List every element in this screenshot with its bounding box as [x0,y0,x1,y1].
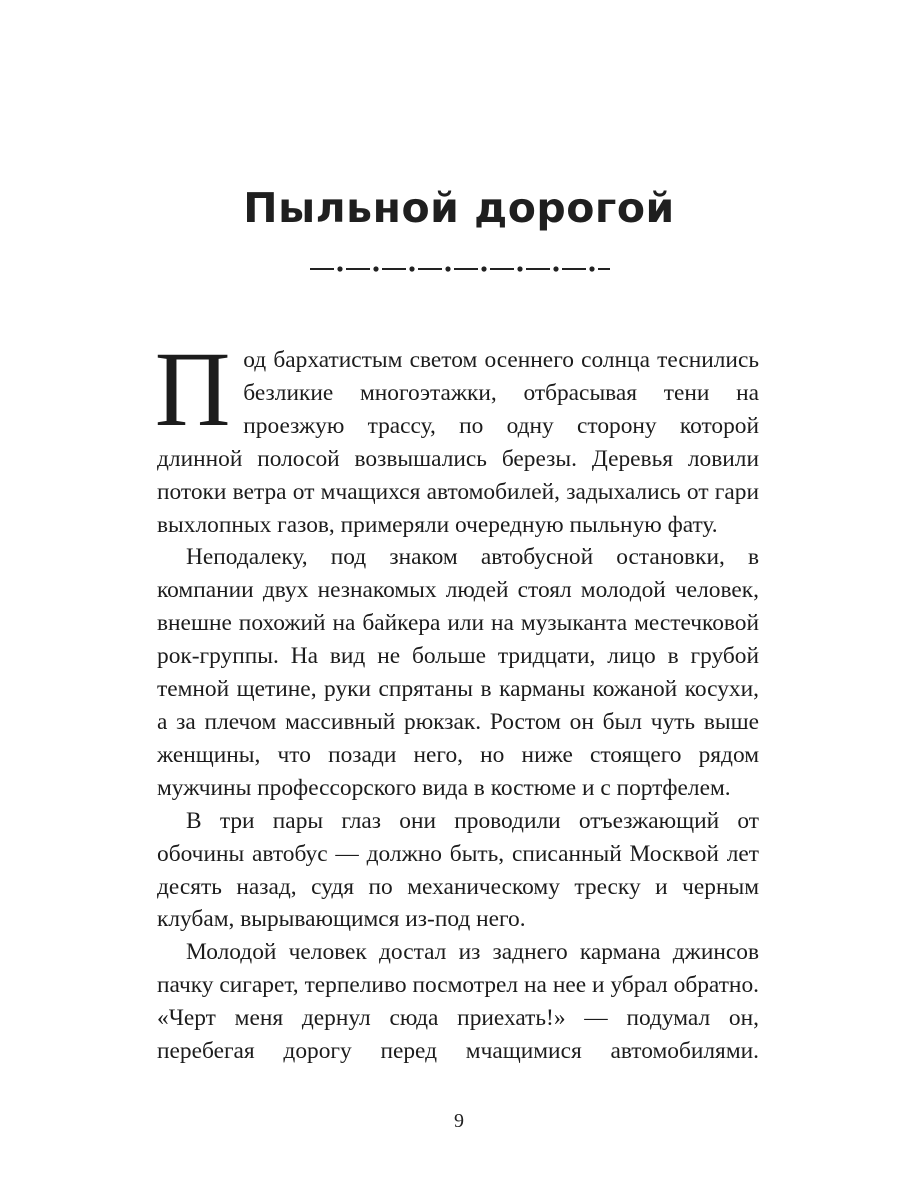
paragraph-3: В три пары глаз они проводили отъезжающий от обочины автобус — должно быть, списанный Москвой лет десять назад, судя по механическому треску и черным клубам, вырывающимся из-под него. [157,807,759,933]
chapter-title: Пыльной дорогой [243,184,675,232]
chapter-body [154,331,759,1068]
dashed-divider-ornament-icon [310,262,610,276]
paragraph-4: Молодой человек достал из заднего кармана джинсов пачку сигарет, терпеливо посмотрел на нее и убрал обратно. «Черт меня дернул сюда приехать!» — подумал он, перебегая дорогу перед мчащимися автомобилями. [157,939,759,1065]
drop-cap: П [154,331,231,449]
page-number: 9 [454,1110,464,1132]
paragraph-2: Неподалеку, под знаком автобусной остановки, в компании двух незнакомых людей стоял молодой человек, внешне похожий на байкера или на музыканта местечковой рок-группы. На вид не больше тридцати, лицо в грубой темной щетине, руки спрятаны в карманы кожаной косухи, а за плечом массивный рюкзак. Ростом он был чуть выше женщины, что позади него, но ниже стоящего рядом мужчины профессорского вида в костюме и с портфелем. [157,544,759,801]
paragraph-1-text: од бархатистым светом осеннего солнца теснились безликие многоэтажки, отбрасывая тени на проезжую трассу, по одну сторону которой длинной полосой возвышались березы. Деревья ловили потоки ветра от мчащихся автомобилей, задыхались от гари выхлопных газов, примеряли очередную пыльную фату. [157,347,759,538]
paragraph-1 [154,331,759,541]
